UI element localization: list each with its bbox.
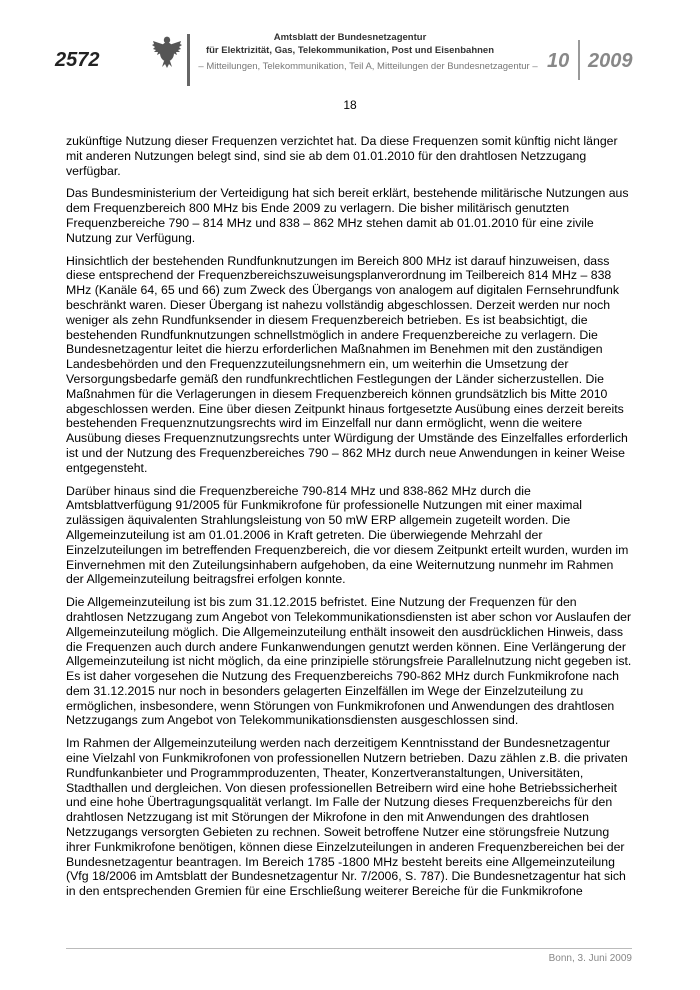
federal-eagle-icon (152, 33, 182, 69)
paragraph: Darüber hinaus sind die Frequenzbereiche 790-814 MHz und 838-862 MHz durch die Amtsblattverfügung 91/2005 für Funkmikrofone für professionelle Nutzungen mit einer maximal zulässigen äquivalenten Strahlungsleistung von 50 mW ERP allgemein zugeteilt worden. Die Allgemeinzuteilung ist am 01.01.2006 in Kraft getreten. Die überwiegende Mehrzahl der Einzelzuteilungen im betreffenden Frequenzbereich, die vor diesem Zeitpunkt erteilt wurden, wurden im Einvernehmen mit den Zuteilungsinhabern aufgehoben, da eine Weiternutzung nunmehr im Rahmen der Allgemeinzuteilung beitragsfrei erfolgen konnte. (66, 483, 629, 587)
footer-divider (66, 948, 632, 949)
paragraph: Die Allgemeinzuteilung ist bis zum 31.12.2015 befristet. Eine Nutzung der Frequenzen für den drahtlosen Netzzugang zum Angebot von Telekommunikationsdiensten ist aber schon vor Auslaufen der Allgemeinzuteilung möglich. Die Allgemeinzuteilung enthält insoweit den ausdrücklichen Hinweis, dass die Frequenzen auch durch andere Funkanwendungen genutzt werden können. Eine Verlängerung der Allgemeinzuteilung ist nicht möglich, da eine prinzipielle störungsfreie Parallelnutzung nicht gegeben ist. Es ist daher vorgesehen die Nutzung des Frequenzbereichs 790-862 MHz durch Funkmikrofone nach dem 31.12.2015 nur noch in besonders gelagerten Einzelfällen im Wege der Einzelzuteilung zu ermöglichen, insbesondere, wenn Störungen von Funkmikrofonen und Anwendungen des drahtlosen Netzzugangs zum Angebot von Telekommunikationsdiensten ausgeschlossen sind. (66, 595, 632, 728)
gazette-title: Amtsblatt der Bundesnetzagentur (273, 32, 427, 43)
paragraph: Im Rahmen der Allgemeinzuteilung werden nach derzeitigem Kenntnisstand der Bundesnetzagentur eine Vielzahl von Funkmikrofonen von professionellen Nutzern betrieben. Dazu zählen z.B. die privaten Rundfunkanbieter und Programmproduzenten, Theater, Konzertveranstaltungen, Universitäten, Stadthallen und dergleichen. Von diesen professionellen Betreibern wird eine hohe Betriebssicherheit und eine hohe Übertragungsqualität verlangt. Im Falle der Nutzung dieses Frequenzbereichs für den drahtlosen Netzzugang ist mit Störungen der Mikrofone in den mit Anwendungen des drahtlosen Netzzugangs versorgten Gebieten zu rechnen. Soweit betroffene Nutzer eine störungsfreie Nutzung ihrer Funkmikrofone benötigen, können diese Einzelzuteilungen in anderen Frequenzbereichen bei der Bundesnetzagentur beantragen. Im Bereich 1785 -1800 MHz besteht bereits eine Allgemeinzuteilung (Vfg 18/2006 im Amtsblatt der Bundesnetzagentur Nr. 7/2006, S. 787). Die Bundesnetzagentur hat sich in den entsprechenden Gremien für eine Erschließung weiterer Bereiche für die Funkmikrofone (66, 736, 628, 899)
body-text (66, 134, 632, 907)
issue-divider (578, 40, 580, 80)
page-number: 2572 (55, 49, 100, 71)
gazette-section: – Mitteilungen, Telekommunikation, Teil A, Mitteilungen der Bundesnetzagentur – (198, 61, 538, 72)
paragraph: Das Bundesministerium der Verteidigung hat sich bereit erklärt, bestehende militärische Nutzungen aus dem Frequenzbereich 800 MHz bis Ende 2009 zu verlagern. Die bisher militärisch genutzten Frequenzbereiche 790 – 814 MHz und 838 – 862 MHz stehen damit ab 01.01.2010 für eine zivile Nutzung zur Verfügung. (66, 186, 629, 245)
paragraph: Hinsichtlich der bestehenden Rundfunknutzungen im Bereich 800 MHz ist darauf hinzuweisen, dass diese entsprechend der Frequenzbereichszuweisungsplanverordnung im Teilbereich 814 MHz – 838 MHz (Kanäle 64, 65 und 66) zum Zweck des Übergangs von analogem auf digitalen Fernsehrundfunk beschränkt waren. Dieser Übergang ist nahezu vollständig abgeschlossen. Derzeit werden nur noch weniger als zehn Rundfunksender in diesem Frequenzbereich betrieben. Es ist beabsichtigt, die bestehenden Rundfunknutzungen schnellstmöglich in andere Frequenzbereiche zu verlagern. Die Bundesnetzagentur leitet die hierzu erforderlichen Maßnahmen im Benehmen mit den zuständigen Landesbehörden und den Frequenzzuteilungsnehmern ein, um weiterhin die Umsetzung der Versorgungsbedarfe gemäß den rundfunkrechtlichen Festlegungen der Länder sicherzustellen. Die Maßnahmen für die Verlagerungen in diesem Frequenzbereich können grundsätzlich bis Mitte 2010 abgeschlossen werden. Eine über diesen Zeitpunkt hinaus fortgesetzte Ausübung eines derzeit bereits bestehenden Frequenznutzungsrechts wird im Einzelfall nur dann ermöglicht, wenn die weitere Ausübung dieses Frequenznutzungsrechts unter Würdigung der Umstände des Einzelfalles erforderlich ist und der Nutzung des Frequenzbereiches 790 – 862 MHz durch neue Anwendungen in keiner Weise entgegensteht. (66, 253, 628, 475)
gazette-subtitle: für Elektrizität, Gas, Telekommunikation, Post und Eisenbahnen (205, 45, 495, 56)
header-divider (187, 34, 190, 86)
footer-place-date: Bonn, 3. Juni 2009 (548, 953, 632, 964)
paragraph: zukünftige Nutzung dieser Frequenzen verzichtet hat. Da diese Frequenzen somit künftig nicht länger mit anderen Nutzungen belegt sind, sind sie ab dem 01.01.2010 für den drahtlosen Netzzugang verfügbar. (66, 134, 618, 178)
issue-year: 2009 (588, 50, 633, 72)
document-page-number: 18 (343, 98, 357, 112)
issue-number: 10 (547, 50, 570, 72)
